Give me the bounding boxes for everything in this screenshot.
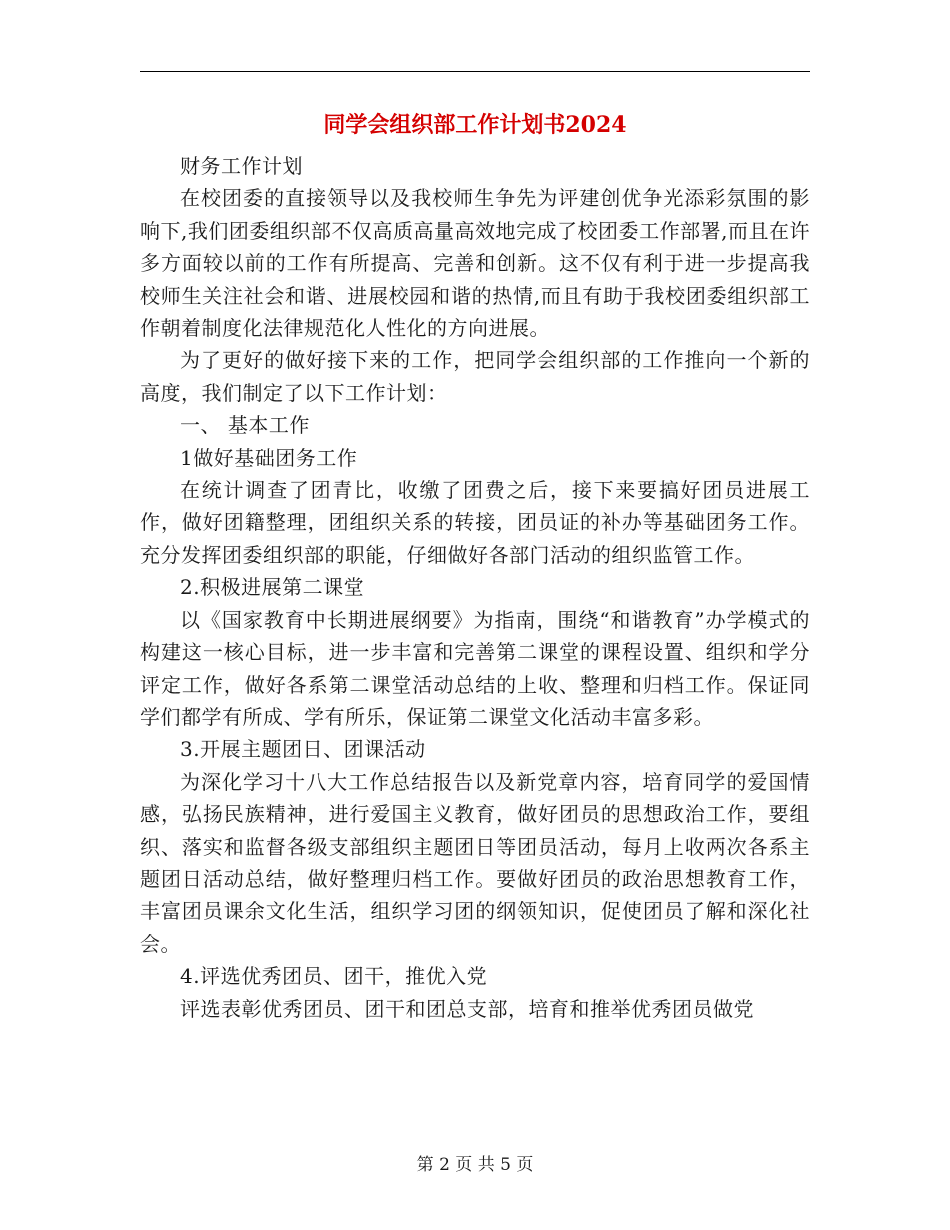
header-rule: [140, 71, 810, 72]
paragraph: 在校团委的直接领导以及我校师生争先为评建创优争光添彩氛围的影响下,我们团委组织部不仅高质高量高效地完成了校团委工作部署,而且在许多方面较以前的工作有所提高、完善和创新。这不仅有利于进一步提高我校师生关注社会和谐、进展校园和谐的热情,而且有助于我校团委组织部工作朝着制度化法律规范化人性化的方向进展。: [140, 186, 810, 341]
paragraph: 为深化学习十八大工作总结报告以及新党章内容，培育同学的爱国情感，弘扬民族精神，进行爱国主义教育，做好团员的思想政治工作，要组织、落实和监督各级支部组织主题团日等团员活动，每月上收两次各系主题团日活动总结，做好整理归档工作。要做好团员的政治思想教育工作，丰富团员课余文化生活，组织学习团的纲领知识，促使团员了解和深化社会。: [140, 769, 810, 956]
subsection-heading: 1做好基础团务工作: [180, 445, 358, 470]
paragraph: 以《国家教育中长期进展纲要》为指南，围绕“和谐教育”办学模式的构建这一核心目标，进一步丰富和完善第二课堂的课程设置、组织和学分评定工作，做好各系第二课堂活动总结的上收、整理和归档工作。保证同学们都学有所成、学有所乐，保证第二课堂文化活动丰富多彩。: [140, 607, 810, 729]
paragraph: 评选表彰优秀团员、团干和团总支部，培育和推举优秀团员做党: [180, 996, 754, 1021]
subsection-heading: 2.积极进展第二课堂: [180, 575, 365, 600]
document-title: 同学会组织部工作计划书2024: [323, 112, 627, 138]
section-heading: 一、 基本工作: [180, 413, 310, 438]
paragraph: 财务工作计划: [180, 154, 303, 178]
subsection-heading: 4.评选优秀团员、团干，推优入党: [180, 964, 488, 989]
paragraph: 为了更好的做好接下来的工作，把同学会组织部的工作推向一个新的高度，我们制定了以下工作计划：: [140, 348, 810, 405]
document-body: [140, 150, 810, 1025]
paragraph: 在统计调查了团青比，收缴了团费之后，接下来要搞好团员进展工作，做好团籍整理，团组织关系的转接，团员证的补办等基础团务工作。充分发挥团委组织部的职能，仔细做好各部门活动的组织监管工作。: [140, 478, 810, 567]
page-number-footer: 第 2 页 共 5 页: [416, 1155, 534, 1175]
subsection-heading: 3.开展主题团日、团课活动: [180, 737, 426, 762]
